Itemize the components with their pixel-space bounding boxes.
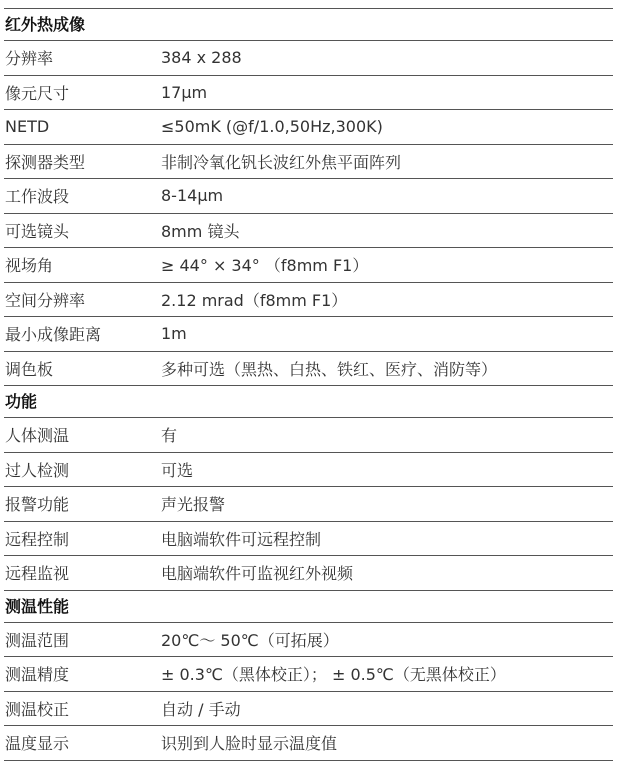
table-row bbox=[4, 248, 613, 283]
row-label: 空间分辨率 bbox=[5, 290, 86, 310]
table-row bbox=[4, 522, 613, 557]
table-row bbox=[4, 145, 613, 180]
table-row bbox=[4, 487, 613, 522]
section-header-temperature-performance: 测温性能 bbox=[4, 591, 613, 623]
row-label: 远程监视 bbox=[5, 564, 70, 584]
table-row bbox=[4, 726, 613, 761]
row-value: 电脑端软件可远程控制 bbox=[161, 529, 322, 549]
row-value: 1m bbox=[161, 324, 187, 344]
table-row bbox=[4, 76, 613, 111]
row-label: 远程控制 bbox=[5, 529, 70, 549]
row-value: 384 x 288 bbox=[161, 48, 242, 68]
table-row bbox=[4, 556, 613, 591]
row-label: 报警功能 bbox=[5, 495, 70, 515]
section-header-functions: 功能 bbox=[4, 386, 613, 418]
row-value: 2.12 mrad（f8mm F1） bbox=[161, 290, 348, 310]
row-value: 8-14μm bbox=[161, 186, 224, 206]
row-value: 有 bbox=[161, 426, 178, 446]
table-row bbox=[4, 692, 613, 727]
row-label: 视场角 bbox=[5, 256, 54, 276]
row-label: 工作波段 bbox=[5, 187, 70, 207]
spec-table bbox=[4, 8, 613, 761]
row-label: 探测器类型 bbox=[5, 152, 86, 172]
row-label: 温度显示 bbox=[5, 734, 70, 754]
row-label: 分辨率 bbox=[5, 49, 54, 69]
row-label: 像元尺寸 bbox=[5, 83, 70, 103]
table-row bbox=[4, 283, 613, 318]
row-value: 可选 bbox=[161, 460, 194, 480]
row-label: NETD bbox=[5, 117, 50, 137]
table-row bbox=[4, 352, 613, 387]
table-row bbox=[4, 453, 613, 488]
row-label: 调色板 bbox=[5, 359, 54, 379]
table-row bbox=[4, 41, 613, 76]
row-value: 8mm 镜头 bbox=[161, 221, 240, 241]
row-label: 过人检测 bbox=[5, 460, 70, 480]
table-row bbox=[4, 317, 613, 352]
row-value: 非制冷氧化钒长波红外焦平面阵列 bbox=[161, 152, 402, 172]
row-label: 人体测温 bbox=[5, 426, 70, 446]
row-value: 多种可选（黑热、白热、铁红、医疗、消防等） bbox=[161, 359, 498, 379]
table-row bbox=[4, 110, 613, 145]
row-label: 测温精度 bbox=[5, 665, 70, 685]
row-value: ≥ 44° × 34° （f8mm F1） bbox=[161, 256, 369, 276]
row-value: 电脑端软件可监视红外视频 bbox=[161, 564, 354, 584]
row-label: 测温校正 bbox=[5, 699, 70, 719]
row-label: 最小成像距离 bbox=[5, 325, 102, 345]
row-value: 声光报警 bbox=[161, 495, 226, 515]
row-value: ≤50mK (@f/1.0,50Hz,300K) bbox=[161, 117, 383, 137]
row-value: 20℃～ 50℃（可拓展） bbox=[161, 630, 339, 650]
row-value: ± 0.3℃（黑体校正）； ± 0.5℃（无黑体校正） bbox=[161, 665, 506, 685]
table-row bbox=[4, 657, 613, 692]
row-value: 自动 / 手动 bbox=[161, 699, 241, 719]
table-row bbox=[4, 623, 613, 658]
row-label: 可选镜头 bbox=[5, 221, 70, 241]
row-label: 测温范围 bbox=[5, 630, 70, 650]
section-header-thermal-imaging: 红外热成像 bbox=[4, 9, 613, 41]
table-row bbox=[4, 214, 613, 249]
table-row bbox=[4, 179, 613, 214]
row-value: 17μm bbox=[161, 82, 208, 102]
row-value: 识别到人脸时显示温度值 bbox=[161, 734, 338, 754]
table-row bbox=[4, 418, 613, 453]
